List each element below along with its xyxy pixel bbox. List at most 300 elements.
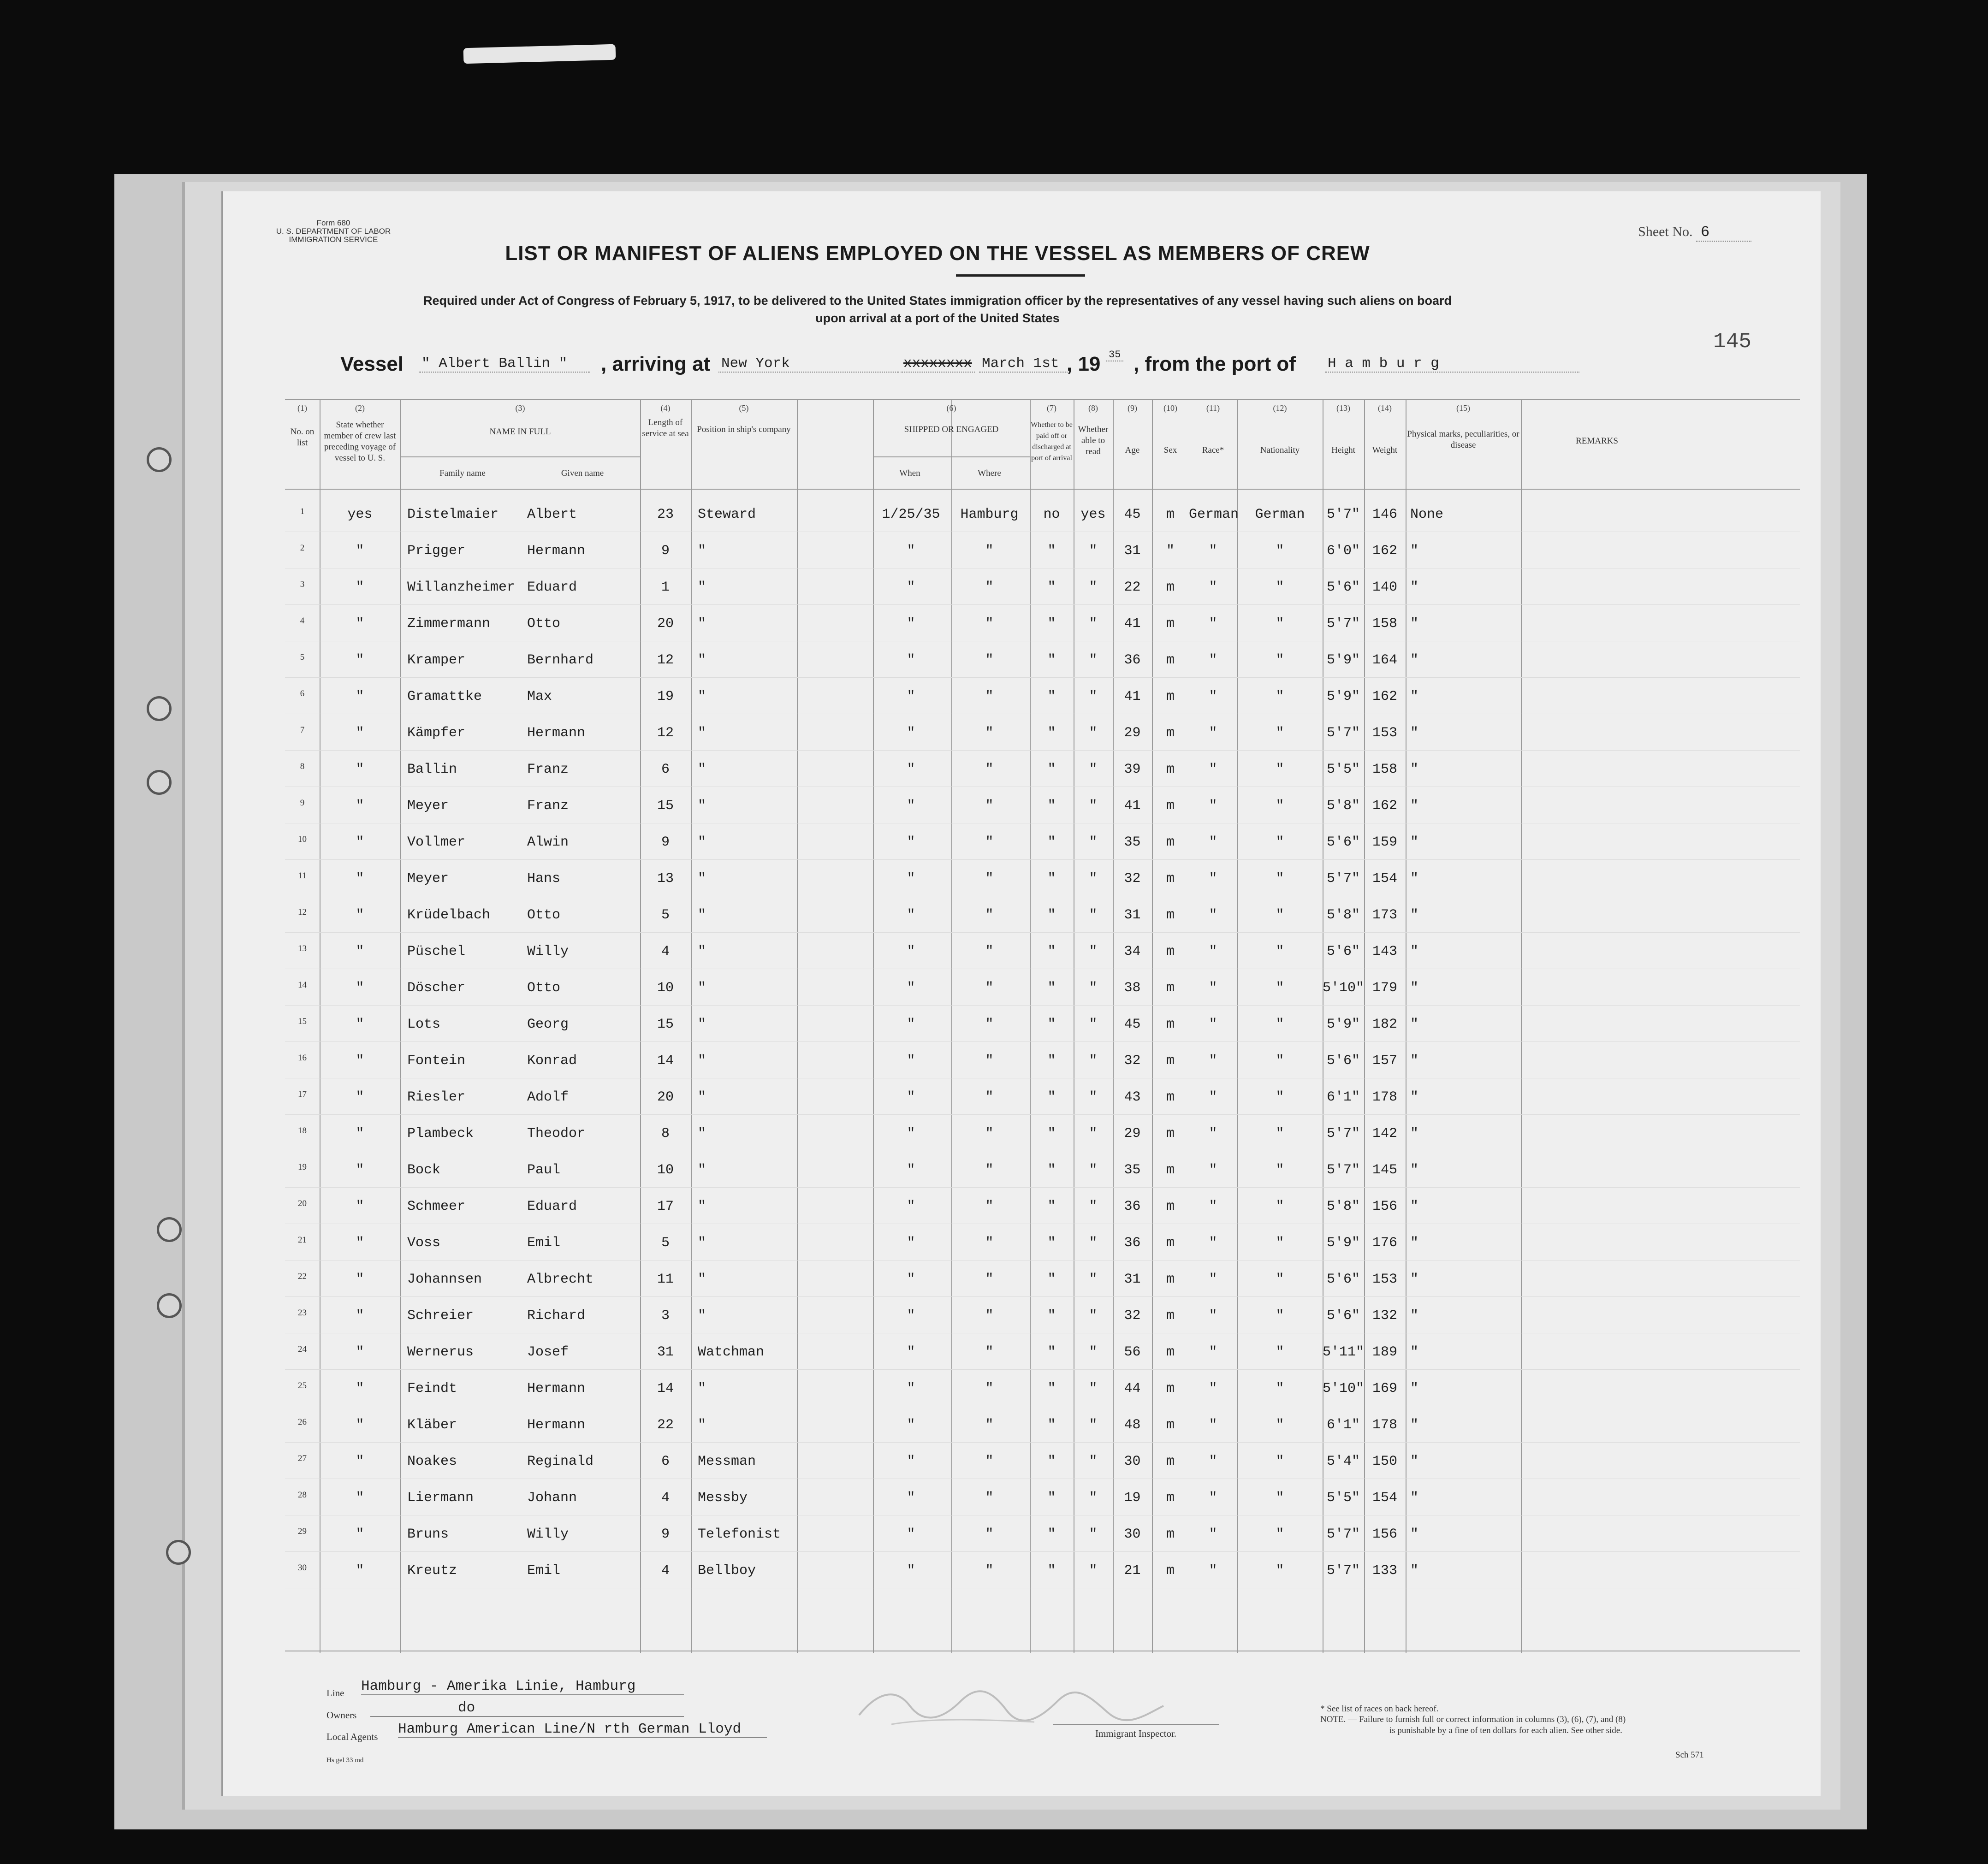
- row-rule: [285, 677, 1800, 678]
- header-able-read: Whether able to read: [1078, 425, 1109, 456]
- arrival-date: March 1st: [979, 355, 1068, 373]
- local-agents-value: Hamburg American Line/N rth German Lloyd: [398, 1721, 767, 1738]
- cell-shipped-when: ": [907, 1563, 915, 1579]
- cell-able-to-read: ": [1089, 1126, 1098, 1142]
- table-row: [285, 792, 1800, 819]
- cell-weight: 158: [1372, 616, 1397, 632]
- penalty-note: NOTE. — Failure to furnish full or correct information in columns (3), (6), (7), and (8): [1320, 1715, 1626, 1724]
- cell-physical-marks: ": [1410, 944, 1419, 959]
- cell-able-to-read: ": [1089, 725, 1098, 741]
- cell-shipped-where: ": [985, 1162, 994, 1178]
- table-row: [285, 828, 1800, 856]
- cell-given-name: Josef: [527, 1344, 569, 1360]
- cell-sex: m: [1166, 1017, 1175, 1032]
- column-number: (9): [1128, 403, 1137, 413]
- paper-scrap: [463, 44, 616, 64]
- cell-sex: m: [1166, 1126, 1175, 1142]
- cell-given-name: Paul: [527, 1162, 561, 1178]
- cell-sex: m: [1166, 1344, 1175, 1360]
- cell-able-to-read: ": [1089, 1308, 1098, 1324]
- cell-shipped-when: ": [907, 1017, 915, 1032]
- cell-position: ": [698, 980, 706, 996]
- cell-family-name: Meyer: [407, 798, 449, 814]
- cell-crew-member-status: ": [356, 834, 364, 850]
- cell-given-name: Albrecht: [527, 1272, 594, 1287]
- cell-crew-member-status: ": [356, 1344, 364, 1360]
- cell-able-to-read: ": [1089, 1017, 1098, 1032]
- row-rule: [285, 1296, 1800, 1297]
- cell-age: 44: [1124, 1381, 1141, 1397]
- cell-physical-marks: ": [1410, 1017, 1419, 1032]
- header-age: Age: [1125, 445, 1140, 455]
- cell-physical-marks: ": [1410, 907, 1419, 923]
- cell-family-name: Krüdelbach: [407, 907, 491, 923]
- cell-race: ": [1209, 762, 1217, 777]
- arrival-year: 35: [1106, 349, 1123, 361]
- cell-row-number: 23: [298, 1308, 307, 1318]
- cell-sex: m: [1166, 907, 1175, 923]
- cell-given-name: Bernhard: [527, 652, 594, 668]
- cell-weight: 133: [1372, 1563, 1397, 1579]
- cell-family-name: Willanzheimer: [407, 580, 516, 595]
- cell-shipped-when: ": [907, 543, 915, 559]
- header-family-name: Family name: [439, 468, 486, 478]
- column-number: (7): [1047, 403, 1056, 413]
- cell-row-number: 15: [298, 1017, 307, 1026]
- cell-shipped-when: 1/25/35: [882, 507, 940, 522]
- cell-height: 5'6": [1326, 580, 1360, 595]
- cell-shipped-where: ": [985, 1344, 994, 1360]
- header-sex: Sex: [1163, 445, 1177, 455]
- cell-paid-off: ": [1047, 1490, 1056, 1506]
- cell-position: ": [698, 1235, 706, 1251]
- cell-given-name: Eduard: [527, 1199, 577, 1214]
- cell-able-to-read: ": [1089, 1199, 1098, 1214]
- cell-weight: 158: [1372, 762, 1397, 777]
- cell-position: ": [698, 543, 706, 559]
- cell-age: 36: [1124, 1235, 1141, 1251]
- cell-physical-marks: ": [1410, 1162, 1419, 1178]
- cell-able-to-read: ": [1089, 1381, 1098, 1397]
- cell-length-of-service: 20: [657, 616, 674, 632]
- cell-sex: m: [1166, 871, 1175, 887]
- cell-able-to-read: ": [1089, 907, 1098, 923]
- cell-paid-off: ": [1047, 1563, 1056, 1579]
- cell-physical-marks: ": [1410, 1417, 1419, 1433]
- cell-able-to-read: ": [1089, 1162, 1098, 1178]
- cell-shipped-when: ": [907, 1053, 915, 1069]
- cell-age: 35: [1124, 1162, 1141, 1178]
- cell-age: 34: [1124, 944, 1141, 959]
- cell-given-name: Albert: [527, 507, 577, 522]
- cell-family-name: Liermann: [407, 1490, 474, 1506]
- cell-able-to-read: ": [1089, 1344, 1098, 1360]
- cell-given-name: Hans: [527, 871, 561, 887]
- cell-paid-off: ": [1047, 1454, 1056, 1469]
- cell-height: 5'7": [1326, 1126, 1360, 1142]
- cell-position: ": [698, 616, 706, 632]
- table-row: [285, 1447, 1800, 1475]
- header-where: Where: [978, 468, 1001, 478]
- cell-position: ": [698, 1162, 706, 1178]
- cell-shipped-when: ": [907, 762, 915, 777]
- cell-age: 32: [1124, 1053, 1141, 1069]
- cell-row-number: 8: [300, 762, 305, 771]
- table-row: [285, 1229, 1800, 1256]
- cell-length-of-service: 6: [661, 1454, 670, 1469]
- cell-crew-member-status: ": [356, 543, 364, 559]
- cell-paid-off: ": [1047, 725, 1056, 741]
- cell-physical-marks: ": [1410, 1344, 1419, 1360]
- cell-length-of-service: 9: [661, 1527, 670, 1542]
- cell-height: 5'10": [1323, 1381, 1365, 1397]
- cell-position: Messman: [698, 1454, 756, 1469]
- cell-height: 5'7": [1326, 616, 1360, 632]
- cell-weight: 142: [1372, 1126, 1397, 1142]
- cell-shipped-when: ": [907, 689, 915, 704]
- cell-shipped-when: ": [907, 798, 915, 814]
- cell-age: 41: [1124, 798, 1141, 814]
- cell-shipped-where: ": [985, 1089, 994, 1105]
- column-number: (15): [1456, 403, 1470, 413]
- cell-row-number: 3: [300, 580, 305, 589]
- sheet-label: Sheet No.: [1638, 224, 1693, 239]
- cell-shipped-where: ": [985, 1490, 994, 1506]
- header-shipped-engaged: SHIPPED OR ENGAGED: [904, 425, 999, 434]
- cell-able-to-read: ": [1089, 1235, 1098, 1251]
- cell-paid-off: ": [1047, 580, 1056, 595]
- cell-race: ": [1209, 689, 1217, 704]
- table-row: [285, 682, 1800, 710]
- cell-row-number: 6: [300, 689, 305, 698]
- cell-crew-member-status: ": [356, 1490, 364, 1506]
- cell-shipped-when: ": [907, 1272, 915, 1287]
- cell-nationality: ": [1276, 907, 1284, 923]
- cell-sex: m: [1166, 1527, 1175, 1542]
- cell-shipped-where: ": [985, 1381, 994, 1397]
- cell-nationality: ": [1276, 725, 1284, 741]
- cell-weight: 169: [1372, 1381, 1397, 1397]
- cell-sex: m: [1166, 1490, 1175, 1506]
- table-row: [285, 646, 1800, 674]
- cell-physical-marks: None: [1410, 507, 1444, 522]
- arriving-label: , arriving at: [601, 353, 711, 375]
- cell-family-name: Kramper: [407, 652, 466, 668]
- cell-race: ": [1209, 1089, 1217, 1105]
- cell-position: ": [698, 1272, 706, 1287]
- cell-race: ": [1209, 1490, 1217, 1506]
- line-value: Hamburg - Amerika Linie, Hamburg: [361, 1678, 684, 1695]
- penalty-note-continued: is punishable by a fine of ten dollars for each alien. See other side.: [1389, 1726, 1622, 1735]
- cell-paid-off: ": [1047, 798, 1056, 814]
- cell-length-of-service: 8: [661, 1126, 670, 1142]
- year-label: , 19: [1067, 353, 1101, 375]
- cell-weight: 178: [1372, 1417, 1397, 1433]
- cell-crew-member-status: ": [356, 980, 364, 996]
- cell-shipped-where: ": [985, 1272, 994, 1287]
- crew-table: [285, 399, 1800, 1653]
- cell-race: ": [1209, 1272, 1217, 1287]
- cell-family-name: Schmeer: [407, 1199, 466, 1214]
- table-row: [285, 719, 1800, 746]
- cell-height: 5'5": [1326, 1490, 1360, 1506]
- cell-race: ": [1209, 1417, 1217, 1433]
- cell-row-number: 5: [300, 652, 305, 662]
- cell-paid-off: ": [1047, 907, 1056, 923]
- cell-given-name: Adolf: [527, 1089, 569, 1105]
- cell-crew-member-status: ": [356, 1126, 364, 1142]
- cell-shipped-when: ": [907, 980, 915, 996]
- cell-given-name: Willy: [527, 1527, 569, 1542]
- cell-length-of-service: 5: [661, 907, 670, 923]
- cell-race: ": [1209, 1527, 1217, 1542]
- cell-sex: m: [1166, 1381, 1175, 1397]
- cell-physical-marks: ": [1410, 1563, 1419, 1579]
- cell-age: 31: [1124, 1272, 1141, 1287]
- cell-height: 6'0": [1326, 543, 1360, 559]
- cell-row-number: 4: [300, 616, 305, 626]
- table-row: [285, 974, 1800, 1001]
- cell-crew-member-status: ": [356, 580, 364, 595]
- cell-crew-member-status: ": [356, 944, 364, 959]
- cell-shipped-where: ": [985, 1563, 994, 1579]
- cell-shipped-when: ": [907, 1199, 915, 1214]
- cell-nationality: ": [1276, 580, 1284, 595]
- cell-position: ": [698, 652, 706, 668]
- cell-row-number: 20: [298, 1199, 307, 1208]
- cell-race: ": [1209, 1381, 1217, 1397]
- cell-paid-off: ": [1047, 1272, 1056, 1287]
- cell-nationality: ": [1276, 871, 1284, 887]
- cell-nationality: ": [1276, 980, 1284, 996]
- table-row: [285, 1338, 1800, 1366]
- cell-race: ": [1209, 1235, 1217, 1251]
- cell-physical-marks: ": [1410, 580, 1419, 595]
- cell-age: 36: [1124, 652, 1141, 668]
- cell-nationality: ": [1276, 834, 1284, 850]
- cell-row-number: 12: [298, 907, 307, 917]
- arrival-port: New York: [718, 355, 899, 373]
- cell-sex: m: [1166, 1199, 1175, 1214]
- cell-nationality: ": [1276, 1490, 1284, 1506]
- column-number: (2): [355, 403, 365, 413]
- cell-row-number: 25: [298, 1381, 307, 1391]
- table-row: [285, 1265, 1800, 1293]
- cell-nationality: ": [1276, 1417, 1284, 1433]
- shipped-subheader-rule: [873, 456, 1030, 457]
- cell-paid-off: ": [1047, 1162, 1056, 1178]
- cell-crew-member-status: ": [356, 871, 364, 887]
- cell-age: 32: [1124, 1308, 1141, 1324]
- header-physical-marks: Physical marks, peculiarities, or disease: [1407, 429, 1519, 450]
- cell-position: ": [698, 580, 706, 595]
- header-when: When: [899, 468, 920, 478]
- cell-race: ": [1209, 1454, 1217, 1469]
- cell-position: Telefonist: [698, 1527, 781, 1542]
- cell-physical-marks: ": [1410, 980, 1419, 996]
- cell-shipped-where: ": [985, 1417, 994, 1433]
- cell-race: ": [1209, 944, 1217, 959]
- cell-age: 35: [1124, 834, 1141, 850]
- column-number: (11): [1206, 403, 1220, 413]
- cell-physical-marks: ": [1410, 543, 1419, 559]
- cell-sex: m: [1166, 1235, 1175, 1251]
- cell-height: 5'6": [1326, 1272, 1360, 1287]
- cell-sex: m: [1166, 798, 1175, 814]
- cell-crew-member-status: ": [356, 1308, 364, 1324]
- cell-age: 56: [1124, 1344, 1141, 1360]
- cell-height: 6'1": [1326, 1417, 1360, 1433]
- cell-family-name: Döscher: [407, 980, 466, 996]
- cell-given-name: Franz: [527, 798, 569, 814]
- cell-family-name: Bruns: [407, 1527, 449, 1542]
- cell-height: 5'6": [1326, 1053, 1360, 1069]
- cell-weight: 178: [1372, 1089, 1397, 1105]
- cell-able-to-read: ": [1089, 1454, 1098, 1469]
- cell-physical-marks: ": [1410, 652, 1419, 668]
- cell-family-name: Johannsen: [407, 1272, 482, 1287]
- cell-sex: m: [1166, 944, 1175, 959]
- header-race: Race*: [1202, 445, 1224, 455]
- cell-shipped-when: ": [907, 1235, 915, 1251]
- cell-able-to-read: yes: [1080, 507, 1106, 522]
- cell-weight: 157: [1372, 1053, 1397, 1069]
- table-row: [285, 609, 1800, 637]
- binder-hole: [147, 696, 172, 721]
- header-given-name: Given name: [561, 468, 604, 478]
- cell-weight: 153: [1372, 725, 1397, 741]
- cell-paid-off: ": [1047, 689, 1056, 704]
- vessel-label: Vessel: [340, 353, 404, 375]
- cell-family-name: Kreutz: [407, 1563, 457, 1579]
- cell-row-number: 21: [298, 1235, 307, 1245]
- cell-physical-marks: ": [1410, 834, 1419, 850]
- cell-height: 5'6": [1326, 1308, 1360, 1324]
- cell-sex: m: [1166, 834, 1175, 850]
- cell-paid-off: ": [1047, 1381, 1056, 1397]
- cell-able-to-read: ": [1089, 834, 1098, 850]
- header-nationality: Nationality: [1260, 445, 1300, 455]
- cell-length-of-service: 3: [661, 1308, 670, 1324]
- row-rule: [285, 1041, 1800, 1042]
- cell-weight: 164: [1372, 652, 1397, 668]
- cell-paid-off: ": [1047, 762, 1056, 777]
- cell-able-to-read: ": [1089, 543, 1098, 559]
- row-rule: [285, 1187, 1800, 1188]
- cell-given-name: Konrad: [527, 1053, 577, 1069]
- manifest-sheet: [221, 191, 1821, 1796]
- cell-able-to-read: ": [1089, 652, 1098, 668]
- cell-able-to-read: ": [1089, 1272, 1098, 1287]
- cell-race: ": [1209, 980, 1217, 996]
- cell-crew-member-status: ": [356, 1089, 364, 1105]
- cell-physical-marks: ": [1410, 725, 1419, 741]
- cell-nationality: ": [1276, 1563, 1284, 1579]
- cell-able-to-read: ": [1089, 1490, 1098, 1506]
- cell-physical-marks: ": [1410, 1272, 1419, 1287]
- cell-row-number: 22: [298, 1272, 307, 1281]
- cell-position: ": [698, 1126, 706, 1142]
- column-number: (8): [1088, 403, 1098, 413]
- cell-nationality: ": [1276, 1199, 1284, 1214]
- cell-nationality: ": [1276, 1235, 1284, 1251]
- cell-weight: 154: [1372, 871, 1397, 887]
- cell-nationality: ": [1276, 798, 1284, 814]
- cell-weight: 162: [1372, 798, 1397, 814]
- cell-able-to-read: ": [1089, 762, 1098, 777]
- cell-row-number: 11: [298, 871, 307, 881]
- cell-weight: 140: [1372, 580, 1397, 595]
- cell-family-name: Riesler: [407, 1089, 466, 1105]
- cell-crew-member-status: ": [356, 1381, 364, 1397]
- cell-weight: 176: [1372, 1235, 1397, 1251]
- cell-weight: 145: [1372, 1162, 1397, 1178]
- cell-shipped-where: ": [985, 871, 994, 887]
- cell-age: 48: [1124, 1417, 1141, 1433]
- cell-position: Steward: [698, 507, 756, 522]
- cell-crew-member-status: ": [356, 1563, 364, 1579]
- cell-weight: 162: [1372, 543, 1397, 559]
- cell-shipped-where: ": [985, 907, 994, 923]
- cell-age: 31: [1124, 543, 1141, 559]
- table-row: [285, 573, 1800, 601]
- cell-sex: m: [1166, 1162, 1175, 1178]
- print-code: Hs gel 33 md: [326, 1757, 364, 1764]
- cell-height: 6'1": [1326, 1089, 1360, 1105]
- cell-sex: m: [1166, 1089, 1175, 1105]
- struck-text: xxxxxxxx: [901, 355, 975, 373]
- cell-height: 5'9": [1326, 689, 1360, 704]
- cell-family-name: Zimmermann: [407, 616, 491, 632]
- cell-race: ": [1209, 907, 1217, 923]
- cell-sex: m: [1166, 980, 1175, 996]
- cell-crew-member-status: ": [356, 1235, 364, 1251]
- cell-physical-marks: ": [1410, 1308, 1419, 1324]
- cell-sex: ": [1166, 543, 1175, 559]
- cell-family-name: Distelmaier: [407, 507, 499, 522]
- cell-height: 5'11": [1323, 1344, 1365, 1360]
- table-row: [285, 1520, 1800, 1548]
- cell-height: 5'7": [1326, 871, 1360, 887]
- table-row: [285, 864, 1800, 892]
- cell-crew-member-status: ": [356, 907, 364, 923]
- cell-nationality: ": [1276, 1527, 1284, 1542]
- local-agents-label: Local Agents: [326, 1731, 378, 1742]
- cell-race: ": [1209, 616, 1217, 632]
- cell-position: ": [698, 762, 706, 777]
- cell-paid-off: ": [1047, 1053, 1056, 1069]
- cell-crew-member-status: yes: [347, 507, 373, 522]
- cell-length-of-service: 17: [657, 1199, 674, 1214]
- cell-row-number: 30: [298, 1563, 307, 1573]
- cell-shipped-where: ": [985, 689, 994, 704]
- schedule-code: Sch 571: [1675, 1750, 1704, 1760]
- cell-length-of-service: 14: [657, 1381, 674, 1397]
- cell-race: ": [1209, 543, 1217, 559]
- cell-shipped-where: ": [985, 834, 994, 850]
- table-header-rule: [285, 489, 1800, 490]
- cell-weight: 156: [1372, 1527, 1397, 1542]
- cell-row-number: 28: [298, 1490, 307, 1500]
- cell-able-to-read: ": [1089, 689, 1098, 704]
- service: IMMIGRATION SERVICE: [289, 235, 378, 244]
- cell-shipped-when: ": [907, 1417, 915, 1433]
- cell-weight: 179: [1372, 980, 1397, 996]
- cell-paid-off: ": [1047, 1089, 1056, 1105]
- cell-weight: 173: [1372, 907, 1397, 923]
- cell-weight: 153: [1372, 1272, 1397, 1287]
- table-row: [285, 1374, 1800, 1402]
